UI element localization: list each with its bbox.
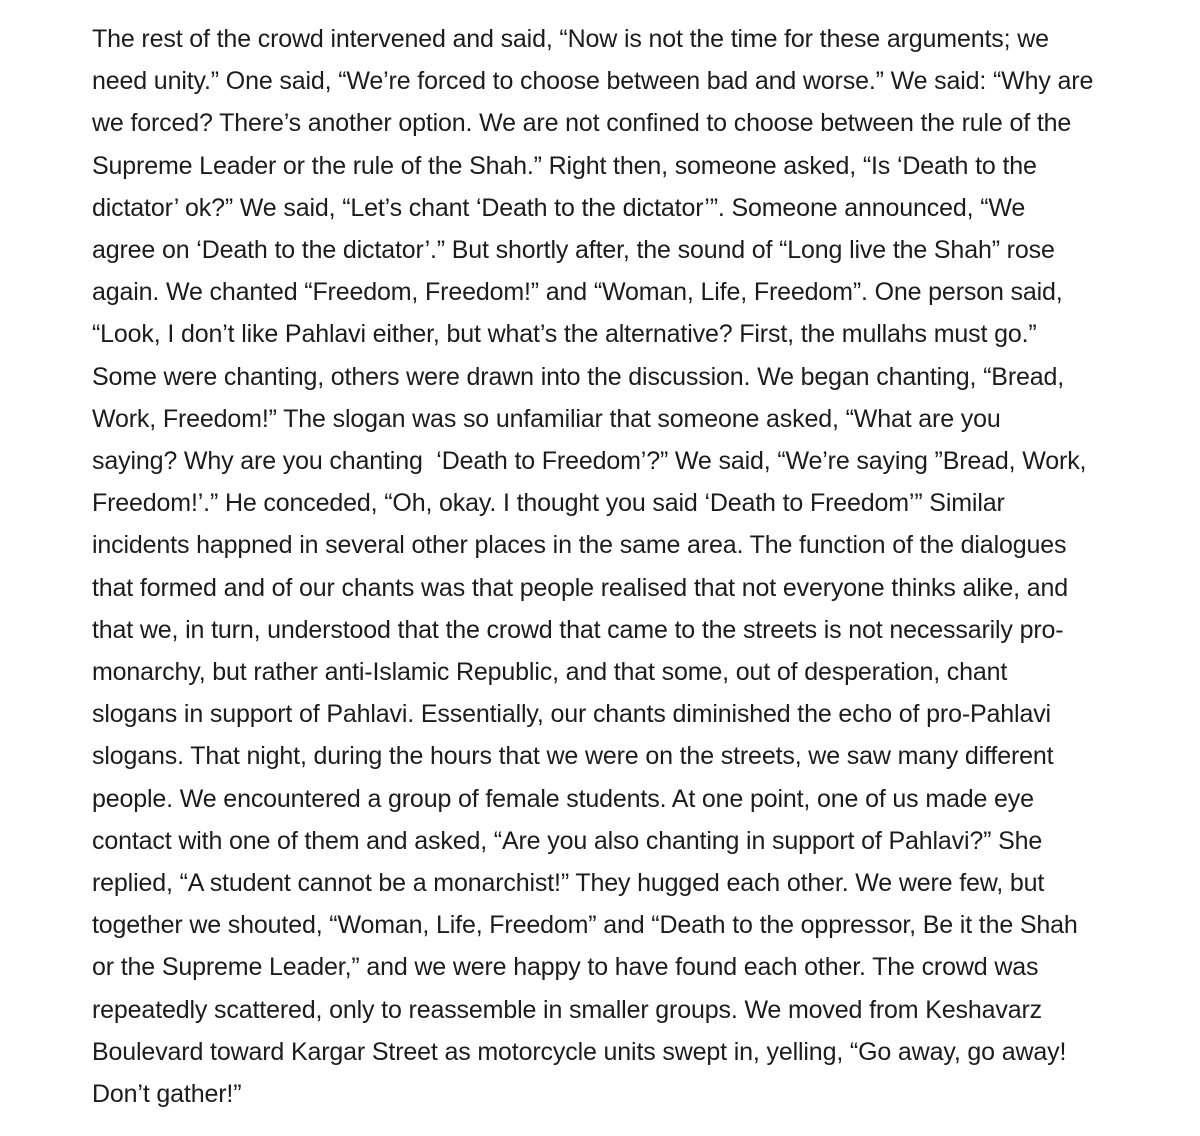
text-line: people. We encountered a group of female students. At one point, one of us made eye — [92, 784, 1034, 813]
text-line: monarchy, but rather anti-Islamic Republic, and that some, out of desperation, chant — [92, 658, 1008, 687]
text-line: that formed and of our chants was that people realised that not everyone thinks alike, and — [92, 573, 1069, 602]
text-line: incidents happned in several other places in the same area. The function of the dialogues — [92, 531, 1067, 560]
text-line: saying? Why are you chanting ‘Death to Freedom’?” We said, “We’re saying ”Bread, Work, — [92, 447, 1087, 476]
text-line: agree on ‘Death to the dictator’.” But shortly after, the sound of “Long live the Shah” rose — [92, 236, 1055, 265]
text-line: replied, “A student cannot be a monarchist!” They hugged each other. We were few, but — [92, 869, 1045, 898]
text-line: or the Supreme Leader,” and we were happy to have found each other. The crowd was — [92, 953, 1039, 982]
text-line: Work, Freedom!” The slogan was so unfamiliar that someone asked, “What are you — [92, 404, 1001, 433]
text-line: Supreme Leader or the rule of the Shah.” Right then, someone asked, “Is ‘Death to the — [92, 151, 1037, 180]
article-body — [92, 18, 1122, 1115]
text-line: The rest of the crowd intervened and said, “Now is not the time for these arguments; we — [92, 25, 1049, 53]
text-line: Boulevard toward Kargar Street as motorcycle units swept in, yelling, “Go away, go away! — [92, 1037, 1067, 1066]
text-line: repeatedly scattered, only to reassemble in smaller groups. We moved from Keshavarz — [92, 995, 1043, 1024]
text-line: need unity.” One said, “We’re forced to choose between bad and worse.” We said: “Why are — [92, 67, 1094, 96]
text-line: Don’t gather!” — [92, 1080, 242, 1109]
text-line: that we, in turn, understood that the crowd that came to the streets is not necessarily pro- — [92, 615, 1064, 644]
text-line: together we shouted, “Woman, Life, Freedom” and “Death to the oppressor, Be it the Shah — [92, 911, 1078, 940]
text-line: slogans. That night, during the hours that we were on the streets, we saw many different — [92, 742, 1054, 771]
text-line: Some were chanting, others were drawn into the discussion. We began chanting, “Bread, — [92, 362, 1065, 391]
text-line: dictator’ ok?” We said, “Let’s chant ‘Death to the dictator’”. Someone announced, “We — [92, 193, 1026, 222]
text-line: again. We chanted “Freedom, Freedom!” and “Woman, Life, Freedom”. One person said, — [92, 278, 1063, 307]
text-line: Freedom!’.” He conceded, “Oh, okay. I thought you said ‘Death to Freedom’” Similar — [92, 489, 1005, 518]
text-line: we forced? There’s another option. We are not confined to choose between the rule of the — [92, 109, 1072, 138]
text-line: contact with one of them and asked, “Are you also chanting in support of Pahlavi?” She — [92, 826, 1043, 855]
text-line: “Look, I don’t like Pahlavi either, but what’s the alternative? First, the mullahs must go.” — [92, 320, 1037, 349]
text-line: slogans in support of Pahlavi. Essentially, our chants diminished the echo of pro-Pahlavi — [92, 700, 1051, 729]
